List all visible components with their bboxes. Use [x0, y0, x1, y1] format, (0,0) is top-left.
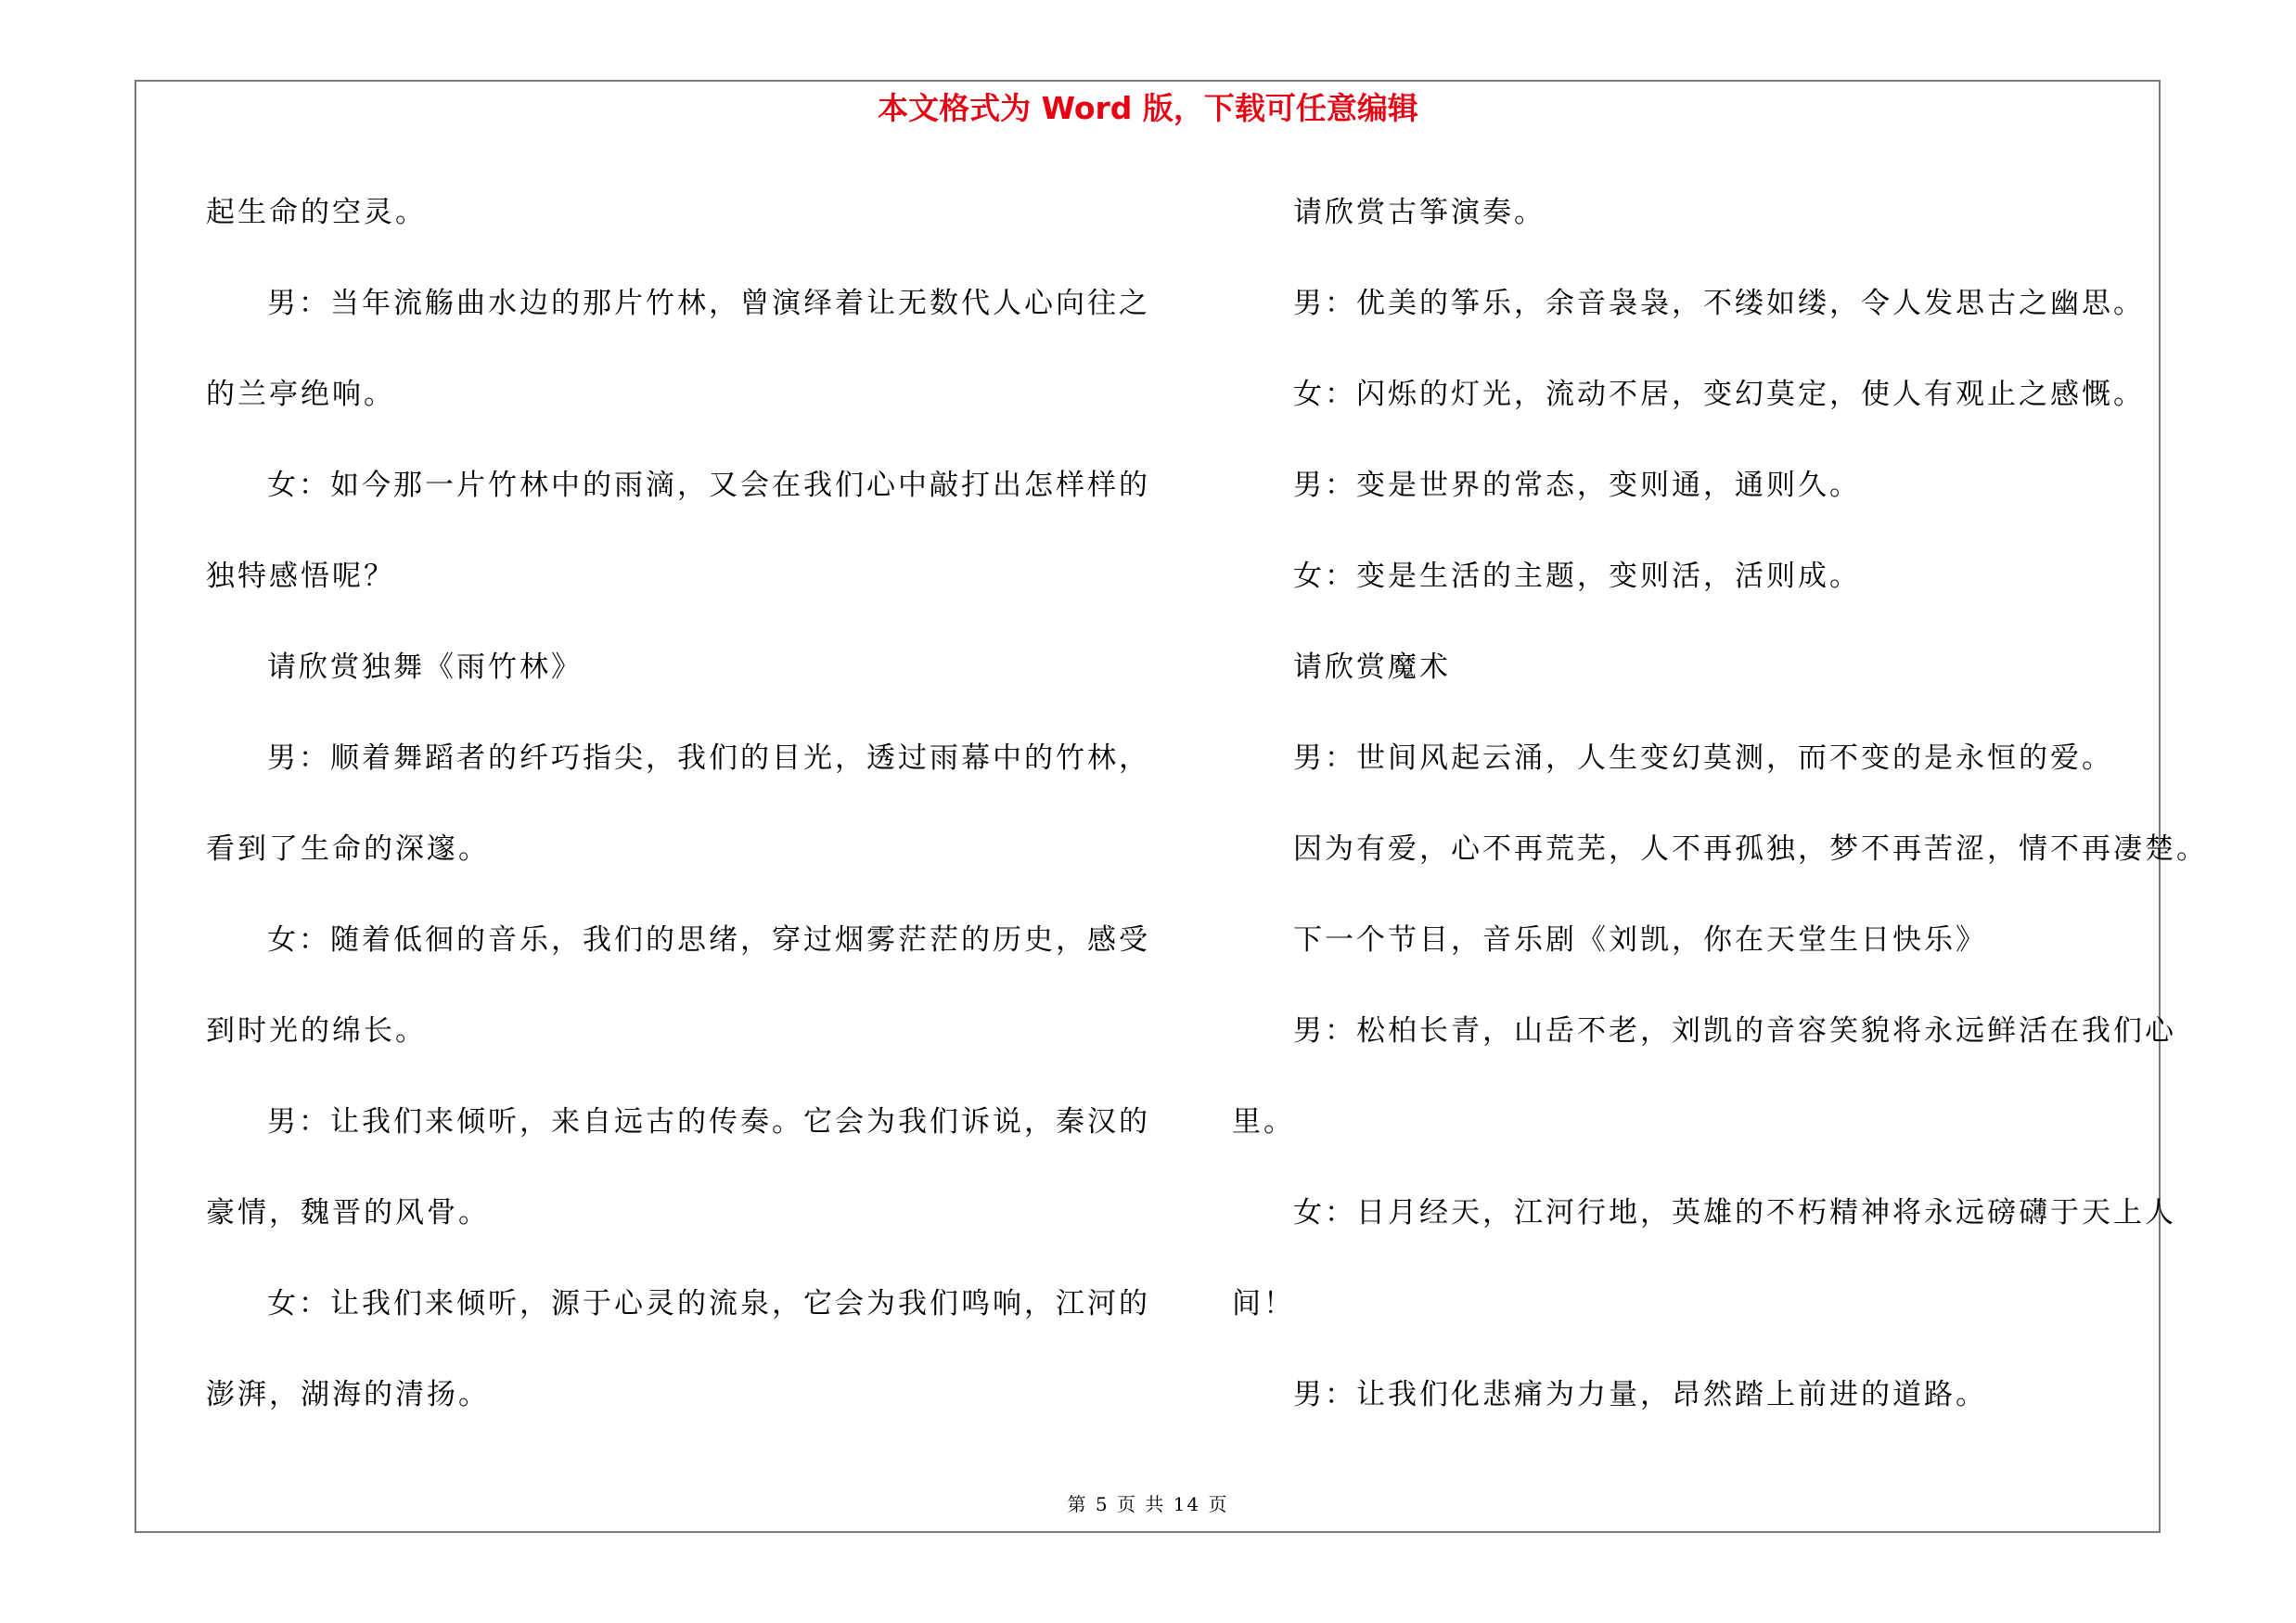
text-line: 男：当年流觞曲水边的那片竹林，曾演绎着让无数代人心向往之 — [267, 287, 1150, 320]
text-line: 男：变是世界的常态，变则通，通则久。 — [1293, 469, 1861, 502]
text-line: 的兰亭绝响。 — [206, 378, 395, 411]
text-line: 豪情，魏晋的风骨。 — [206, 1196, 490, 1230]
text-line: 女：随着低徊的音乐，我们的思绪，穿过烟雾茫茫的历史，感受 — [267, 923, 1150, 957]
word-format-banner: 本文格式为 Word 版，下载可任意编辑 — [878, 90, 1418, 126]
text-line: 独特感悟呢？ — [206, 560, 395, 593]
text-line: 男：松柏长青，山岳不老，刘凯的音容笑貌将永远鲜活在我们心 — [1293, 1014, 2176, 1048]
text-line: 女：如今那一片竹林中的雨滴，又会在我们心中敲打出怎样样的 — [267, 469, 1150, 502]
text-line: 请欣赏魔术 — [1293, 650, 1451, 684]
text-line: 看到了生命的深邃。 — [206, 832, 490, 866]
text-line: 男：世间风起云涌，人生变幻莫测，而不变的是永恒的爱。 — [1293, 741, 2113, 775]
text-line: 间！ — [1232, 1287, 1295, 1320]
text-line: 起生命的空灵。 — [206, 196, 427, 229]
text-line: 女：让我们来倾听，源于心灵的流泉，它会为我们鸣响，江河的 — [267, 1287, 1150, 1320]
text-line: 女：闪烁的灯光，流动不居，变幻莫定，使人有观止之感慨。 — [1293, 378, 2145, 411]
text-line: 女：日月经天，江河行地，英雄的不朽精神将永远磅礴于天上人 — [1293, 1196, 2176, 1230]
text-line: 请欣赏古筝演奏。 — [1293, 196, 1546, 229]
text-line: 到时光的绵长。 — [206, 1014, 427, 1048]
text-line: 澎湃，湖海的清扬。 — [206, 1378, 490, 1411]
text-line: 男：让我们来倾听，来自远古的传奏。它会为我们诉说，秦汉的 — [267, 1105, 1150, 1139]
text-line: 下一个节目，音乐剧《刘凯，你在天堂生日快乐》 — [1293, 923, 1987, 957]
page-number: 第 5 页 共 14 页 — [1067, 1493, 1229, 1515]
text-line: 男：顺着舞蹈者的纤巧指尖，我们的目光，透过雨幕中的竹林， — [267, 741, 1150, 775]
right-text-column — [1232, 182, 2208, 1455]
text-line: 因为有爱，心不再荒芜，人不再孤独，梦不再苦涩，情不再凄楚。 — [1293, 832, 2208, 866]
text-line: 请欣赏独舞《雨竹林》 — [267, 650, 583, 684]
text-line: 女：变是生活的主题，变则活，活则成。 — [1293, 560, 1861, 593]
text-line: 里。 — [1232, 1105, 1295, 1139]
text-line: 男：让我们化悲痛为力量，昂然踏上前进的道路。 — [1293, 1378, 1987, 1411]
left-text-column — [206, 182, 1150, 1455]
text-line: 男：优美的筝乐，余音袅袅，不缕如缕，令人发思古之幽思。 — [1293, 287, 2145, 320]
